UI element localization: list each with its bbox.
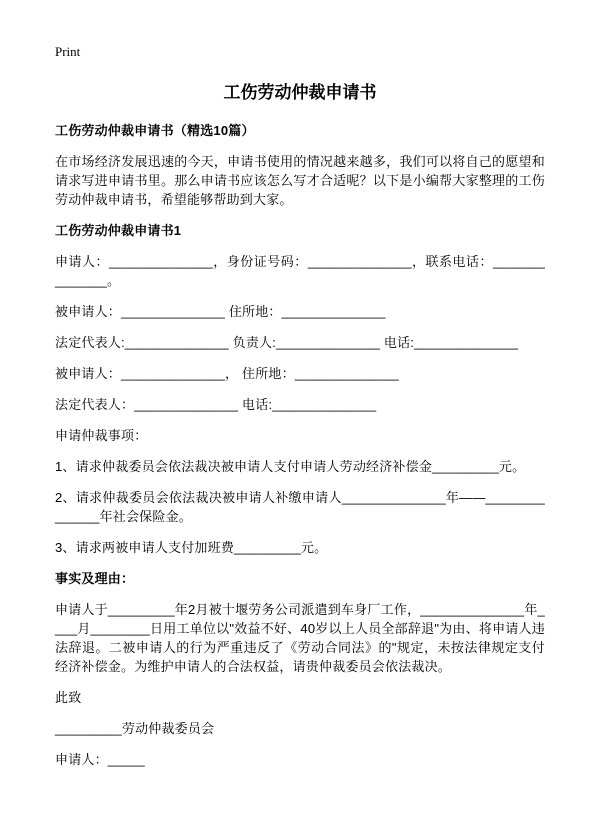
applicant-line: 申请人：______________，身份证号码：______________，联系电话：______________。 xyxy=(55,254,545,288)
legal-rep-line-2: 法定代表人：______________ 电话:______________ xyxy=(55,397,377,412)
respondent-line-2: 被申请人：______________， 住所地：______________ xyxy=(55,366,399,381)
respondent-line-1: 被申请人：______________ 住所地：______________ xyxy=(55,304,386,319)
facts-paragraph: 申请人于_________年2月被十堰劳务公司派遣到车身厂工作，______________年____月________日用工单位以"效益不好、40岁以上人员全部辞退"为由、将申请人违法辞退。二被申请人的行为严重违反了《劳动合同法》的"规定，未按法律规定支付经济补偿金。为维护申请人的合法权益，请贵仲裁委员会依法裁决。 xyxy=(55,602,545,674)
legal-rep-line-1: 法定代表人:______________ 负责人:______________ 电话:______________ xyxy=(55,335,519,350)
committee-line: _________劳动仲裁委员会 xyxy=(55,721,215,736)
arbitration-item-1: 1、请求仲裁委员会依法裁决被申请人支付申请人劳动经济补偿金_________元。 xyxy=(55,459,526,474)
salutation: 此致 xyxy=(55,690,82,705)
document-body xyxy=(55,121,545,769)
arbitration-item-2: 2、请求仲裁委员会依法裁决被申请人补缴申请人______________年——______________年社会保险金。 xyxy=(55,490,545,524)
section-heading: 工伤劳动仲裁申请书1 xyxy=(55,223,182,238)
signature-line: 申请人：_____ xyxy=(55,752,145,767)
doc-subtitle: 工伤劳动仲裁申请书（精选10篇） xyxy=(55,123,255,138)
arbitration-items-heading: 申请仲裁事项： xyxy=(55,428,148,443)
document-title: 工伤劳动仲裁申请书 xyxy=(223,83,377,102)
arbitration-item-3: 3、请求两被申请人支付加班费_________元。 xyxy=(55,540,328,555)
print-button[interactable]: Print xyxy=(55,44,81,59)
intro-paragraph: 在市场经济发展迅速的今天，申请书使用的情况越来越多，我们可以将自己的愿望和请求写进申请书里。那么申请书应该怎么写才合适呢？以下是小编帮大家整理的工伤劳动仲裁申请书，希望能够帮助到大家。 xyxy=(55,154,545,207)
facts-heading: 事实及理由： xyxy=(55,571,135,586)
